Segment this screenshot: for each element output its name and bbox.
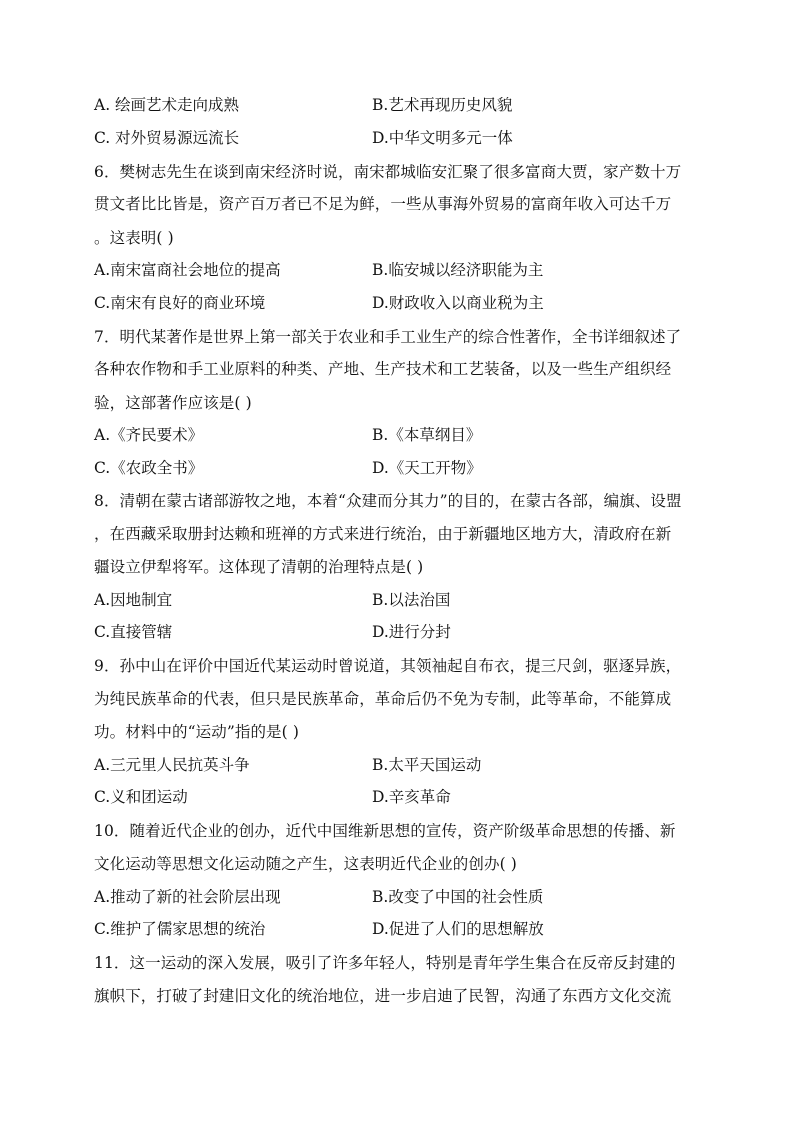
q7-options-row-2 — [94, 457, 702, 479]
q8-option-d: D.进行分封 — [372, 623, 451, 641]
q8-stem-line-3: 疆设立伊犁将军。这体现了清朝的治理特点是( ) — [94, 558, 424, 576]
q8-option-b: B.以法治国 — [372, 591, 451, 609]
q9-option-b: B.太平天国运动 — [372, 756, 482, 774]
q10-option-d: D.促进了人们的思想解放 — [372, 920, 544, 938]
q6-option-d: D.财政收入以商业税为主 — [372, 294, 544, 312]
q8-options-row-2 — [94, 621, 702, 643]
q9-options-row-2 — [94, 786, 702, 808]
q10-stem-line-2: 文化运动等思想文化运动随之产生，这表明近代企业的创办( ) — [94, 855, 517, 873]
q10-option-b: B.改变了中国的社会性质 — [372, 888, 544, 906]
q7-options-row-1 — [94, 424, 702, 446]
q10-options-row-1 — [94, 886, 702, 908]
q5-option-b: B.艺术再现历史风貌 — [372, 96, 513, 114]
q7-option-d: D.《天工开物》 — [372, 459, 482, 477]
q10-option-c: C.维护了儒家思想的统治 — [94, 920, 266, 938]
q6-option-a: A.南宋富商社会地位的提高 — [94, 261, 281, 279]
q8-options-row-1 — [94, 589, 702, 611]
q9-stem-line-1: 9．孙中山在评价中国近代某运动时曾说道，其领袖起自布衣，提三尺剑，驱逐异族， — [94, 657, 682, 675]
q7-option-a: A.《齐民要术》 — [94, 426, 204, 444]
q8-stem-line-1: 8．清朝在蒙古诸部游牧之地，本着“众建而分其力”的目的，在蒙古各部，编旗、设盟 — [94, 492, 682, 510]
q6-option-c: C.南宋有良好的商业环境 — [94, 294, 266, 312]
q10-options-row-2 — [94, 918, 702, 940]
q10-option-a: A.推动了新的社会阶层出现 — [94, 888, 281, 906]
q10-stem-line-1: 10．随着近代企业的创办，近代中国维新思想的宣传，资产阶级革命思想的传播、新 — [94, 822, 676, 840]
q7-option-b: B.《本草纲目》 — [372, 426, 482, 444]
q5-options-row-1 — [94, 94, 702, 116]
q9-options-row-1 — [94, 754, 702, 776]
q6-stem-line-2: 贯文者比比皆是，资产百万者已不足为鲜，一些从事海外贸易的富商年收入可达千万 — [94, 195, 672, 213]
q5-option-d: D.中华文明多元一体 — [372, 129, 513, 147]
q8-option-c: C.直接管辖 — [94, 623, 173, 641]
q6-stem-line-3: 。这表明( ) — [94, 229, 174, 247]
q6-options-row-1 — [94, 259, 702, 281]
q11-stem-line-2: 旗帜下，打破了封建旧文化的统治地位，进一步启迪了民智，沟通了东西方文化交流 — [94, 987, 672, 1005]
q7-stem-line-2: 各种农作物和手工业原料的种类、产地、生产技术和工艺装备，以及一些生产组织经 — [94, 360, 672, 378]
q7-option-c: C.《农政全书》 — [94, 459, 204, 477]
q8-stem-line-2: ，在西藏采取册封达赖和班禅的方式来进行统治，由于新疆地区地方大，清政府在新 — [94, 525, 672, 543]
q7-stem-line-1: 7．明代某著作是世界上第一部关于农业和手工业生产的综合性著作，全书详细叙述了 — [94, 328, 682, 346]
q9-option-c: C.义和团运动 — [94, 788, 188, 806]
q7-stem-line-3: 验，这部著作应该是( ) — [94, 394, 252, 412]
q9-stem-line-2: 为纯民族革命的代表，但只是民族革命，革命后仍不免为专制，此等革命，不能算成 — [94, 690, 672, 708]
q9-option-d: D.辛亥革命 — [372, 788, 451, 806]
q6-stem-line-1: 6．樊树志先生在谈到南宋经济时说，南宋都城临安汇聚了很多富商大贾，家产数十万 — [94, 163, 682, 181]
q5-option-a: A. 绘画艺术走向成熟 — [94, 96, 240, 114]
q11-stem-line-1: 11．这一运动的深入发展，吸引了许多年轻人，特别是青年学生集合在反帝反封建的 — [94, 954, 676, 972]
q5-options-row-2 — [94, 127, 702, 149]
q5-option-c: C. 对外贸易源远流长 — [94, 129, 240, 147]
q9-stem-line-3: 功。材料中的“运动”指的是( ) — [94, 723, 299, 741]
q8-option-a: A.因地制宜 — [94, 591, 173, 609]
q9-option-a: A.三元里人民抗英斗争 — [94, 756, 250, 774]
q6-options-row-2 — [94, 292, 702, 314]
q6-option-b: B.临安城以经济职能为主 — [372, 261, 544, 279]
